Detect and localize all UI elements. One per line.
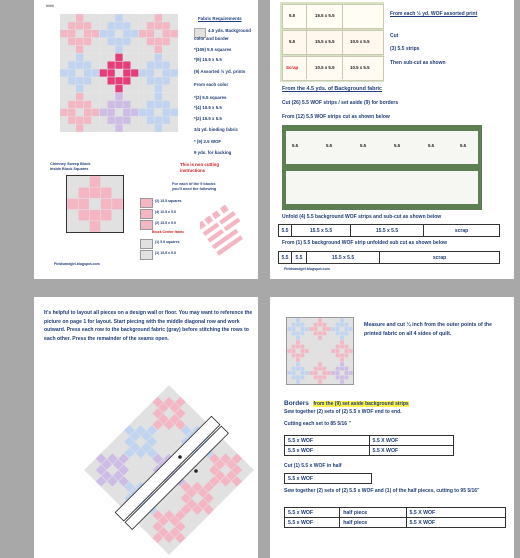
non-cutting-2: instructions	[180, 168, 206, 173]
print-cut-1: *(2) 5.5 squares	[194, 95, 227, 100]
strip-label-4: 5.5	[394, 143, 401, 148]
sew-1: Sew together (2) sets of (2) 5.5 x WOF end to end.	[284, 409, 402, 415]
photo-label-1: 5.5	[289, 13, 296, 18]
border-table-1	[284, 435, 454, 456]
quilt-thumbnail-svg	[287, 318, 353, 384]
table-row	[285, 474, 372, 484]
cut-half: Cut (1) 5.5 x WOF in half	[284, 463, 342, 469]
legend-swatch-5	[140, 250, 153, 260]
legend-swatch-3	[140, 220, 153, 230]
bg-fabric-title: From the 4.5 yds. of Background fabric	[282, 86, 383, 92]
table-cell: 5.5 X WOF	[369, 436, 454, 446]
chimney-block-diagram	[67, 176, 123, 232]
assorted-title: From each ½ yd. WOF assorted print	[390, 11, 478, 17]
page-3	[34, 297, 258, 558]
assorted-prints: (9) Assorted ½ yd. prints	[194, 69, 246, 74]
each-block-2: you'll need the following	[172, 187, 217, 191]
photo-label-5: 10.5 x 5.5	[350, 39, 370, 44]
blog-footer: Fieldsandgirl.blogspot.com	[284, 267, 330, 271]
bg-cut-2: From (12) 5.5 WOF strips cut as shown below	[282, 114, 390, 120]
cell: 5.5	[279, 225, 292, 236]
table-row	[285, 446, 454, 456]
cell: scrap	[432, 254, 447, 261]
measure-text: Measure and cut ¼ inch from the outer points of the printed fabric on all 4 sides of quilt.	[364, 322, 492, 337]
legend-5: (1) 15.5 x 5.5	[155, 251, 176, 255]
table-cell: half piece	[340, 518, 406, 528]
borders-title: Borders	[284, 400, 309, 407]
cell: 15.5 x 5.5	[307, 252, 380, 263]
photo-label-4: 15.5 x 5.5	[315, 39, 335, 44]
blog-footer: Fieldsandgirl.blogspot.com	[54, 262, 100, 266]
legend-swatch-2	[140, 209, 153, 219]
table-cell: 5.5 X WOF	[406, 518, 505, 528]
page-4	[270, 297, 514, 558]
chimney-label-2: inside Block Squares	[50, 167, 89, 171]
cell: 5.5	[292, 252, 307, 263]
cell: scrap	[454, 227, 469, 234]
table-cell: 5.5 x WOF	[285, 518, 340, 528]
table-cell: 5.5 X WOF	[406, 508, 505, 518]
table-row	[285, 518, 506, 528]
table-cell: 5.5 x WOF	[285, 446, 370, 456]
photo-label-3: 5.5	[289, 39, 296, 44]
table-cell: 5.5 x WOF	[285, 508, 340, 518]
strip-label-1: 5.5	[292, 143, 299, 148]
page-2	[270, 0, 514, 279]
strip-label-3: 5.5	[360, 143, 367, 148]
pieces-diagram	[200, 198, 252, 258]
pieces-svg	[200, 198, 252, 258]
background-yds: 4.5 yds. Background	[208, 28, 251, 33]
diagonal-layout-svg	[84, 385, 254, 555]
layout-instructions: It's helpful to layout all pieces on a design wall or floor. You may want to reference the picture on page 1 for layout. Start piecing with the middle diagonal row and work outward. Press each row to the background fabric (gray) before stitching the rows to each other. Press the remainder of the seams open.	[44, 310, 253, 342]
quilt-diagram	[60, 14, 178, 132]
print-cut-2: *(4) 10.5 x 5.5	[194, 105, 222, 110]
from-each-color: From each color	[194, 82, 229, 87]
strip-label-6: 5.5	[460, 143, 467, 148]
print-cut-3: *(2) 15.5 x 5.5	[194, 116, 222, 121]
cut-each: Cutting each set to 85 5/16 "	[284, 421, 351, 427]
binding-cut: * (9) 2.5 WOF	[194, 139, 222, 144]
strips-label: (3) 5.5 strips	[390, 46, 420, 52]
legend-1: (2) 15.5 squares	[155, 199, 182, 203]
cell: 15.5 x 5.5	[351, 225, 424, 236]
borders-heading	[284, 392, 409, 410]
diagonal-layout	[84, 385, 254, 555]
photo-label-2: 15.5 x 5.5	[315, 13, 335, 18]
each-block-1: For each of the 9 blocks	[172, 182, 216, 186]
border-table-3	[284, 507, 506, 528]
binding-fabric: 3/4 yd. binding fabric	[194, 127, 238, 132]
borders-subtitle: from the (9) set aside background strips	[313, 401, 409, 407]
legend-2: (4) 10.5 x 5.5	[155, 210, 176, 214]
non-cutting-1: This is non cutting	[180, 162, 220, 167]
legend-3: (2) 15.5 x 5.5	[155, 221, 176, 225]
table-cell: 5.5 x WOF	[285, 436, 370, 446]
cell: 15.5 x 5.5	[292, 225, 351, 236]
legend-4: (1) 5.5 squares	[155, 240, 180, 244]
fabric-photo	[280, 2, 384, 82]
chimney-label-1: Chimney Sweep Block	[50, 162, 91, 166]
quilt-thumbnail	[286, 317, 354, 385]
table-cell: 5.5 x WOF	[285, 474, 372, 484]
corner-mark: ####	[46, 4, 54, 8]
unfold-text-2: From (1) 5.5 background WOF strip unfolded sub cut as shown below	[282, 240, 448, 246]
table-cell: half piece	[340, 508, 406, 518]
photo-label-8: 10.5 x 5.5	[350, 65, 370, 70]
legend-swatch-4	[140, 239, 153, 249]
fabric-requirements-title: Fabric Requirements	[198, 16, 242, 21]
photo-label-7: Scrap	[286, 65, 299, 70]
chimney-block	[66, 175, 124, 233]
cut-label: Cut	[390, 33, 399, 39]
photo-label-6: 10.5 x 5.5	[315, 65, 335, 70]
legend-swatch-1	[140, 198, 153, 208]
border-table-2	[284, 473, 372, 484]
background-border: color and border	[194, 36, 229, 41]
block-center: Block Center fabric	[152, 230, 185, 234]
subcut-label: Then sub-cut as shown	[390, 60, 446, 66]
cell: 5.5	[279, 252, 292, 263]
strip-label-5: 5.5	[428, 143, 435, 148]
backing: 9 yds. for backing	[194, 150, 232, 155]
table-cell: 5.5 X WOF	[369, 446, 454, 456]
quilt-grid	[60, 14, 178, 132]
unfold-text: Unfold (4) 5.5 background WOF strips and sub-cut as shown below	[282, 214, 442, 220]
bg-cut-1: *(106) 5.5 squares	[194, 47, 232, 52]
cut-row-1	[278, 224, 500, 237]
bg-cut-2: *(9) 15.5 x 5.5	[194, 57, 222, 62]
bg-cut: Cut (26) 5.5 WOF strips / set aside (9) for borders	[282, 100, 399, 106]
strips-photo	[282, 125, 482, 210]
cut-row-2	[278, 251, 500, 264]
table-row	[285, 508, 506, 518]
strip-label-2: 5.5	[326, 143, 333, 148]
page-1	[34, 0, 258, 279]
table-row	[285, 436, 454, 446]
sew-2: Sew together (2) sets of (2) 5.5 x WOF and (1) of the half pieces, cutting to 95 5/16"	[284, 488, 480, 494]
